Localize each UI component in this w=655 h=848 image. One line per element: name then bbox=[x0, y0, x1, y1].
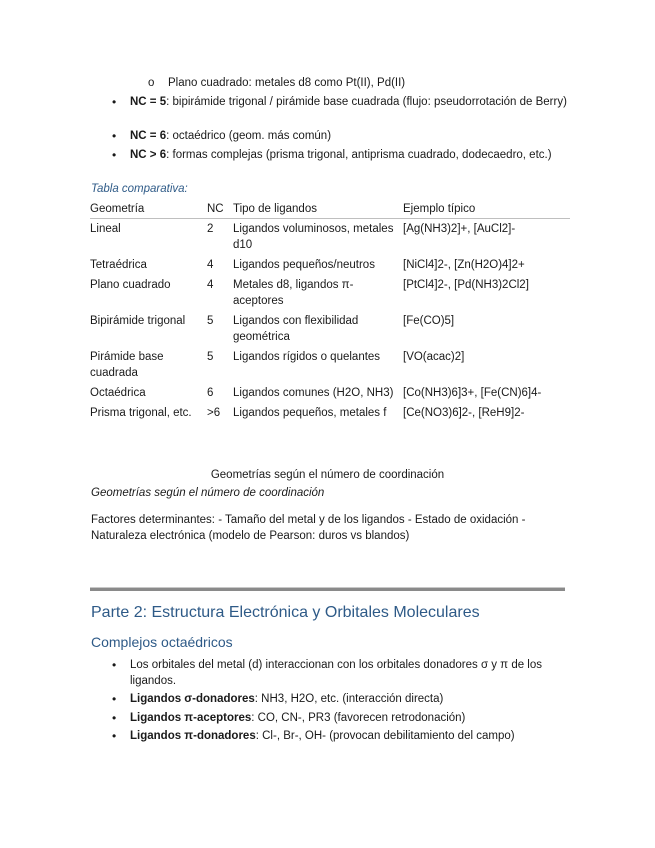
cell-tipo: Ligandos con flexibilidad geométrica bbox=[233, 315, 359, 343]
cell-geometria: Plano cuadrado bbox=[90, 279, 171, 291]
sub-bullet-text: Plano cuadrado: metales d8 como Pt(II), Pd(II) bbox=[168, 77, 406, 89]
bullet-pi-donadores bbox=[130, 728, 570, 744]
bullet-bold: Ligandos σ-donadores bbox=[130, 693, 255, 705]
table-row bbox=[90, 255, 570, 275]
cell-tipo: Ligandos comunes (H2O, NH3) bbox=[233, 387, 394, 399]
cell-ejemplo: [Co(NH3)6]3+, [Fe(CN)6]4- bbox=[403, 387, 542, 399]
cell-geometria: Pirámide base cuadrada bbox=[90, 351, 164, 379]
header-ejemplo: Ejemplo típico bbox=[403, 201, 570, 219]
cell-tipo: Ligandos pequeños, metales f bbox=[233, 407, 387, 419]
cell-ejemplo: [PtCl4]2-, [Pd(NH3)2Cl2] bbox=[403, 279, 529, 291]
table-header-row bbox=[90, 201, 570, 219]
subsection-heading: Complejos octaédricos bbox=[91, 634, 233, 650]
bullet-orbitales bbox=[130, 657, 570, 689]
cell-tipo: Ligandos rígidos o quelantes bbox=[233, 351, 381, 363]
table-row bbox=[90, 347, 570, 383]
cell-ejemplo: [NiCl4]2-, [Zn(H2O)4]2+ bbox=[403, 259, 525, 271]
cell-geometria: Prisma trigonal, etc. bbox=[90, 407, 192, 419]
factores-paragraph: Factores determinantes: - Tamaño del metal y de los ligandos - Estado de oxidación - Naturaleza electrónica (modelo de Pearson: duros vs blandos) bbox=[91, 514, 526, 542]
bullet-bold: Ligandos π-donadores bbox=[130, 730, 256, 742]
table-center-caption: Geometrías según el número de coordinación bbox=[210, 469, 445, 481]
bullet-nc-gt6 bbox=[130, 147, 570, 163]
bullet-sigma-donadores bbox=[130, 691, 570, 707]
bullet-nc5 bbox=[130, 94, 570, 110]
bullet-text: : octaédrico (geom. más común) bbox=[166, 130, 332, 142]
cell-nc: 5 bbox=[207, 315, 214, 327]
cell-geometria: Tetraédrica bbox=[90, 259, 147, 271]
cell-nc: >6 bbox=[207, 407, 221, 419]
bullet-nc6 bbox=[130, 128, 570, 144]
table-row bbox=[90, 219, 570, 256]
cell-nc: 6 bbox=[207, 387, 214, 399]
cell-nc: 5 bbox=[207, 351, 214, 363]
cell-nc: 4 bbox=[207, 279, 214, 291]
cell-tipo: Ligandos pequeños/neutros bbox=[233, 259, 375, 271]
header-tipo: Tipo de ligandos bbox=[233, 201, 403, 219]
bullet-bold: Ligandos π-aceptores bbox=[130, 712, 252, 724]
bullet-text: : Cl-, Br-, OH- (provocan debilitamiento del campo) bbox=[255, 730, 515, 742]
bullet-text: Los orbitales del metal (d) interaccionan con los orbitales donadores σ y π de los ligandos. bbox=[130, 659, 543, 687]
cell-ejemplo: [Ag(NH3)2]+, [AuCl2]- bbox=[403, 223, 516, 235]
bullet-pi-aceptores bbox=[130, 710, 570, 726]
cell-ejemplo: [VO(acac)2] bbox=[403, 351, 465, 363]
cell-geometria: Octaédrica bbox=[90, 387, 146, 399]
cell-ejemplo: [Fe(CO)5] bbox=[403, 315, 455, 327]
table-row bbox=[90, 403, 570, 423]
cell-nc: 4 bbox=[207, 259, 214, 271]
table-row bbox=[90, 311, 570, 347]
cell-geometria: Lineal bbox=[90, 223, 121, 235]
section-divider bbox=[90, 587, 565, 591]
table-caption: Tabla comparativa: bbox=[91, 183, 188, 195]
bullet-bold: NC = 5 bbox=[130, 96, 167, 108]
cell-tipo: Ligandos voluminosos, metales d10 bbox=[233, 223, 394, 251]
bullet-text: : formas complejas (prisma trigonal, antiprisma cuadrado, dodecaedro, etc.) bbox=[166, 149, 552, 161]
cell-geometria: Bipirámide trigonal bbox=[90, 315, 186, 327]
header-nc: NC bbox=[207, 201, 233, 219]
bullet-bold: NC = 6 bbox=[130, 130, 167, 142]
comparison-table bbox=[90, 201, 570, 423]
cell-tipo: Metales d8, ligandos π-aceptores bbox=[233, 279, 354, 307]
cell-nc: 2 bbox=[207, 223, 214, 235]
sub-bullet-marker: o bbox=[148, 77, 155, 89]
table-italic-caption: Geometrías según el número de coordinación bbox=[91, 487, 325, 499]
table-row bbox=[90, 383, 570, 403]
header-geometria: Geometría bbox=[90, 201, 207, 219]
table-row bbox=[90, 275, 570, 311]
bullet-text: : CO, CN-, PR3 (favorecen retrodonación) bbox=[251, 712, 466, 724]
bullet-text: : bipirámide trigonal / pirámide base cuadrada (flujo: pseudorrotación de Berry) bbox=[166, 96, 567, 108]
section-heading: Parte 2: Estructura Electrónica y Orbitales Moleculares bbox=[91, 604, 480, 621]
cell-ejemplo: [Ce(NO3)6]2-, [ReH9]2- bbox=[403, 407, 525, 419]
bullet-bold: NC > 6 bbox=[130, 149, 167, 161]
bullet-text: : NH3, H2O, etc. (interacción directa) bbox=[254, 693, 444, 705]
